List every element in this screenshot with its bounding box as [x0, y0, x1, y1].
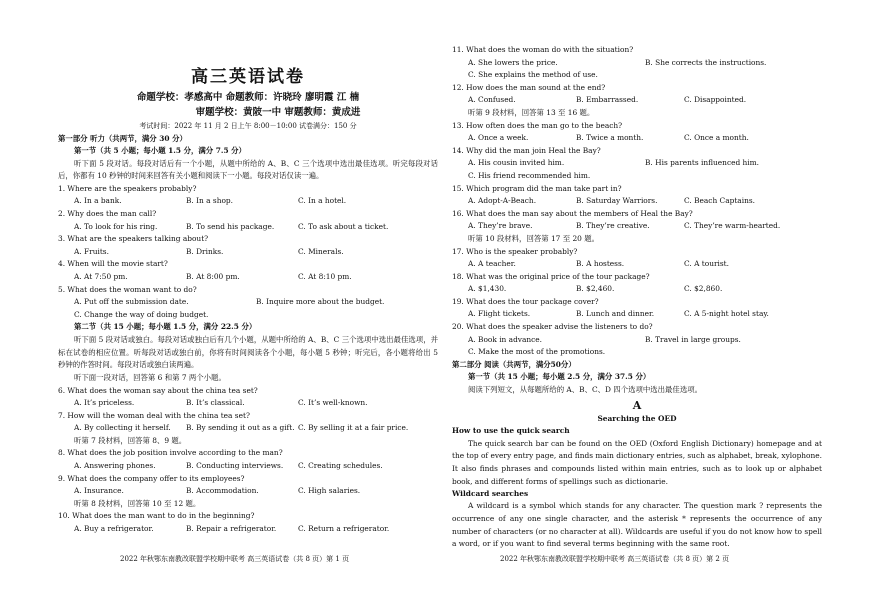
question-7: 7. How will the woman deal with the china tea set?: [58, 410, 250, 420]
question-1: 1. Where are the speakers probably?: [58, 183, 197, 193]
question-17: 17. Who is the speaker probably?: [452, 246, 578, 256]
q7-options: [58, 422, 438, 435]
option: A. Adopt-A-Beach.: [468, 196, 537, 206]
option: C. A tourist.: [684, 259, 729, 269]
part2-section1-heading: 第一节（共 15 小题；每小题 2.5 分，满分 37.5 分）: [468, 372, 651, 382]
option: B. At 8:00 pm.: [186, 271, 240, 281]
option: C. Minerals.: [298, 246, 344, 256]
reviewing-school: 审题学校：黄陂一中 审题教师：黄成进: [195, 107, 361, 118]
option: C. To ask about a ticket.: [298, 221, 389, 231]
note-q8-9: 听第 7 段材料，回答第 8、9 题。: [74, 435, 187, 445]
option: B. $2,460.: [576, 284, 615, 294]
section2-note: 听下面一段对话，回答第 6 和第 7 两个小题。: [74, 372, 226, 382]
note-q10-12: 听第 8 段材料，回答第 10 至 12 题。: [74, 498, 201, 508]
question-11: 11. What does the woman do with the situation?: [452, 45, 634, 54]
option: C. A 5-night hotel stay.: [684, 309, 769, 319]
q6-options: [58, 397, 438, 410]
q11-option-c: C. She explains the method of use.: [468, 70, 598, 80]
option: B. Embarrassed.: [576, 95, 639, 105]
q16-options: [452, 220, 822, 233]
question-4: 4. When will the movie start?: [58, 259, 168, 269]
option: B. His parents influenced him.: [645, 158, 760, 168]
proposing-school: 命题学校：孝感高中 命题教师：许晓玲 廖明霞 江 楠: [136, 92, 360, 103]
option: B. Travel in large groups.: [645, 334, 741, 344]
option: A. A teacher.: [468, 259, 516, 269]
question-6: 6. What does the woman say about the china tea set?: [58, 385, 258, 395]
question-13: 13. How often does the man go to the beach?: [452, 120, 623, 130]
exam-title: 高三英语试卷: [191, 67, 305, 87]
q9-options: [58, 485, 438, 498]
question-20: 20. What does the speaker advise the listeners to do?: [452, 322, 653, 332]
page-2-footer: 2022 年秋鄂东南教改联盟学校期中联考 高三英语试卷（共 8 页）第 2 页: [500, 555, 730, 563]
option: C. Once a month.: [684, 133, 749, 143]
note-q13-16: 听第 9 段材料，回答第 13 至 16 题。: [468, 107, 595, 117]
section2-instructions: 听下面 5 段对话或独白。每段对话或独白后有几个小题，从题中所给的 A、B、C 三个选项中选出最佳选项，并标在试卷的相应位置。听每段对话或独白前，你将有时间阅读各个小题，每小题 5 秒钟；听完后，各小题将给出 5 秒钟的作答时间。每段对话或独白读两遍。: [58, 334, 438, 370]
option: A. His cousin invited him.: [468, 158, 565, 168]
q12-options: [452, 94, 822, 107]
option: A. Put off the submission date.: [74, 297, 189, 307]
q18-options: [452, 283, 822, 296]
page-1-footer: 2022 年秋鄂东南教改联盟学校期中联考 高三英语试卷（共 8 页）第 1 页: [120, 555, 350, 563]
option: A. $1,430.: [468, 284, 507, 294]
option: A. At 7:50 pm.: [74, 271, 128, 281]
part2-heading: 第二部分 阅读（共两节，满分50分）: [452, 359, 576, 369]
q14-option-c: C. His friend recommended him.: [468, 170, 591, 180]
question-12: 12. How does the man sound at the end?: [452, 82, 606, 92]
question-2: 2. Why does the man call?: [58, 208, 157, 218]
q14-options: [452, 157, 822, 170]
q10-options: [58, 523, 438, 536]
option: C. $2,860.: [684, 284, 723, 294]
option: A. To look for his ring.: [74, 221, 158, 231]
option: B. A hostess.: [576, 259, 625, 269]
q2-options: [58, 221, 438, 234]
q15-options: [452, 195, 822, 208]
q5-options: [58, 296, 438, 309]
option: C. By selling it at a fair price.: [298, 423, 409, 433]
option: A. It’s priceless.: [74, 398, 135, 408]
option: B. In a shop.: [186, 196, 233, 206]
q1-options: [58, 195, 438, 208]
part1-heading: 第一部分 听力（共两节，满分 30 分）: [58, 133, 187, 143]
option: A. Confused.: [468, 95, 516, 105]
passage-title: Searching the OED: [597, 413, 677, 423]
option: A. By collecting it herself.: [74, 423, 171, 433]
option: A. Book in advance.: [468, 334, 543, 344]
part2-instructions: 阅读下列短文，从每题所给的 A、B、C、D 四个选项中选出最佳选项。: [468, 385, 702, 395]
q5-option-c: C. Change the way of doing budget.: [74, 309, 209, 319]
option: B. By sending it out as a gift.: [186, 423, 295, 433]
option: C. Creating schedules.: [298, 461, 383, 471]
subheading-quick-search: How to use the quick search: [452, 426, 570, 436]
option: B. To send his package.: [186, 221, 275, 231]
question-18: 18. What was the original price of the tour package?: [452, 271, 650, 281]
question-16: 16. What does the man say about the members of Heal the Bay?: [452, 208, 693, 218]
question-5: 5. What does the woman want to do?: [58, 284, 197, 294]
option: B. Saturday Warriors.: [576, 196, 658, 206]
option: C. They’re warm-hearted.: [684, 221, 781, 231]
page-1: [58, 0, 438, 536]
question-9: 9. What does the company offer to its employees?: [58, 473, 245, 483]
option: C. Beach Captains.: [684, 196, 755, 206]
question-19: 19. What does the tour package cover?: [452, 296, 599, 306]
option: A. Fruits.: [74, 246, 109, 256]
q3-options: [58, 246, 438, 259]
option: B. Accommodation.: [186, 486, 259, 496]
option: A. Insurance.: [74, 486, 124, 496]
paragraph-wildcard: A wildcard is a symbol which stands for any character. The question mark ? represents the occurrence of any one single character, and the asterisk * represents the occurrence of any number of characters (or no character at all). Wildcards are useful if you do not know how to spell a word, or if you want to find several terms beginning with the same root.: [452, 501, 822, 549]
option: B. Twice a month.: [576, 133, 644, 143]
q8-options: [58, 460, 438, 473]
option: B. Inquire more about the budget.: [256, 297, 385, 307]
q11-options: [452, 57, 822, 70]
option: A. They’re brave.: [468, 221, 533, 231]
q20-options: [452, 334, 822, 347]
option: A. Once a week.: [468, 133, 529, 143]
q20-option-c: C. Make the most of the promotions.: [468, 347, 606, 357]
option: A. Flight tickets.: [468, 309, 531, 319]
option: A. In a bank.: [74, 196, 122, 206]
option: C. Return a refrigerator.: [298, 524, 390, 534]
subheading-wildcard: Wildcard searches: [452, 488, 529, 498]
option: B. Drinks.: [186, 246, 224, 256]
question-15: 15. Which program did the man take part in?: [452, 183, 622, 193]
option: B. Conducting interviews.: [186, 461, 284, 471]
q19-options: [452, 308, 822, 321]
option: B. They’re creative.: [576, 221, 650, 231]
option: C. In a hotel.: [298, 196, 347, 206]
option: C. At 8:10 pm.: [298, 271, 352, 281]
question-8: 8. What does the job position involve according to the man?: [58, 448, 283, 458]
exam-info: 考试时间：2022 年 11 月 2 日上午 8:00－10:00 试卷满分：150 分: [139, 122, 357, 130]
q13-options: [452, 132, 822, 145]
option: C. Disappointed.: [684, 95, 747, 105]
passage-label: A: [632, 398, 642, 412]
option: A. Buy a refrigerator.: [74, 524, 154, 534]
page-2: [452, 44, 822, 550]
q4-options: [58, 271, 438, 284]
question-10: 10. What does the man want to do in the beginning?: [58, 511, 255, 521]
option: C. High salaries.: [298, 486, 361, 496]
option: B. It’s classical.: [186, 398, 245, 408]
section2-heading: 第二节（共 15 小题；每小题 1.5 分，满分 22.5 分）: [74, 322, 257, 332]
option: C. It’s well-known.: [298, 398, 368, 408]
option: B. She corrects the instructions.: [645, 57, 767, 67]
question-3: 3. What are the speakers talking about?: [58, 234, 209, 244]
option: B. Lunch and dinner.: [576, 309, 655, 319]
section1-instructions: 听下面 5 段对话。每段对话后有一个小题，从题中所给的 A、B、C 三个选项中选出最佳选项。听完每段对话后，你都有 10 秒钟的时间来回答有关小题和阅读下一小题。每段对话仅读一遍。: [58, 158, 438, 181]
question-14: 14. Why did the man join Heal the Bay?: [452, 145, 601, 155]
option: A. She lowers the price.: [468, 57, 558, 67]
option: A. Answering phones.: [74, 461, 156, 471]
q17-options: [452, 258, 822, 271]
option: B. Repair a refrigerator.: [186, 524, 277, 534]
paragraph-quick-search: The quick search bar can be found on the OED (Oxford English Dictionary) homepage and at the top of every entry page, and finds main dictionary entries, such as alphabet, break, xylophone. It also finds phrases and compounds listed within main entries, such as to look up or alphabet book, and different forms of spellings such as dictionarie.: [452, 438, 822, 486]
section1-heading: 第一节（共 5 小题；每小题 1.5 分，满分 7.5 分）: [74, 146, 246, 156]
note-q17-20: 听第 10 段材料，回答第 17 至 20 题。: [468, 233, 599, 243]
